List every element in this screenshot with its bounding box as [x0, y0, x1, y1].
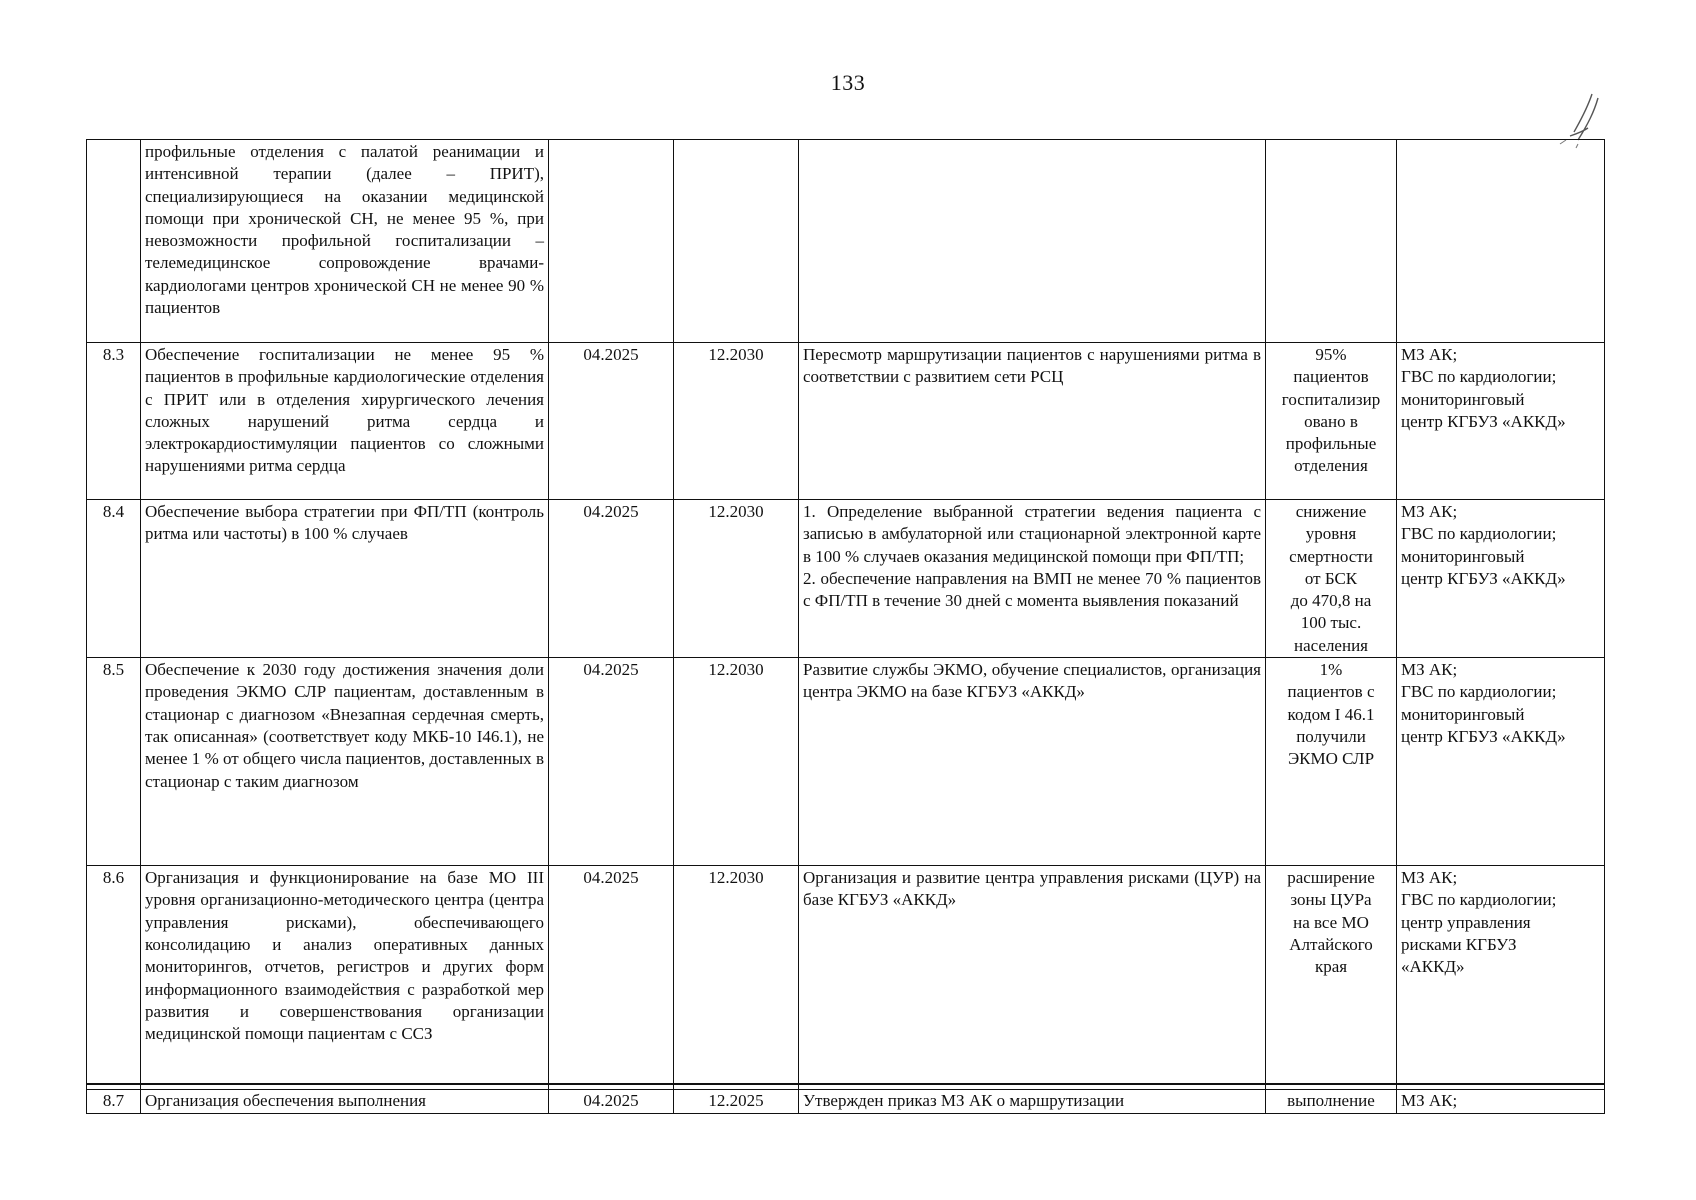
table-row: [87, 1090, 1605, 1114]
plan-table-container: [86, 139, 1604, 1111]
indicator-cell: 1% пациентов с кодом I 46.1 получили ЭКМО СЛР: [1266, 658, 1397, 866]
measures-cell: Пересмотр маршрутизации пациентов с нарушениями ритма в соответствии с развитием сети РСЦ: [799, 343, 1266, 500]
plan-table: [86, 139, 1605, 1114]
row-number: 8.4: [87, 500, 141, 658]
task-cell: Обеспечение к 2030 году достижения значения доли проведения ЭКМО СЛР пациентам, доставленным в стационар с диагнозом «Внезапная сердечная смерть, так описанная» (соответствует коду МКБ-10 I46.1), не менее 1 % от общего числа пациентов, доставленных в стационар с таким диагнозом: [141, 658, 549, 866]
task-cell: Обеспечение выбора стратегии при ФП/ТП (контроль ритма или частоты) в 100 % случаев: [141, 500, 549, 658]
end-date-cell: 12.2030: [674, 866, 799, 1090]
indicator-cell: выполнение: [1266, 1090, 1397, 1114]
end-date-cell: [674, 140, 799, 343]
measures-cell: Развитие службы ЭКМО, обучение специалистов, организация центра ЭКМО на базе КГБУЗ «АККД»: [799, 658, 1266, 866]
row-number: [87, 140, 141, 343]
row-number: 8.6: [87, 866, 141, 1090]
task-cell: Организация обеспечения выполнения: [141, 1090, 549, 1114]
start-date-cell: [549, 140, 674, 343]
indicator-cell: 95% пациентов госпитализир овано в профильные отделения: [1266, 343, 1397, 500]
end-date-cell: 12.2030: [674, 500, 799, 658]
responsible-cell: МЗ АК; ГВС по кардиологии; мониторинговый центр КГБУЗ «АККД»: [1397, 500, 1605, 658]
responsible-cell: [1397, 140, 1605, 343]
row-number: 8.7: [87, 1090, 141, 1114]
responsible-cell: МЗ АК;: [1397, 1090, 1605, 1114]
page-number: 133: [830, 70, 866, 95]
responsible-cell: МЗ АК; ГВС по кардиологии; мониторинговый центр КГБУЗ «АККД»: [1397, 343, 1605, 500]
measures-cell: [799, 140, 1266, 343]
measures-cell: Организация и развитие центра управления рисками (ЦУР) на базе КГБУЗ «АККД»: [799, 866, 1266, 1090]
measures-cell: 1. Определение выбранной стратегии ведения пациента с записью в амбулаторной или стационарной электронной карте в 100 % случаев оказания медицинской помощи при ФП/ТП; 2. обеспечение направления на ВМП не менее 70 % пациентов с ФП/ТП в течение 30 дней с момента выявления показаний: [799, 500, 1266, 658]
table-row: [87, 343, 1605, 500]
task-cell: профильные отделения с палатой реанимации и интенсивной терапии (далее – ПРИТ), специализирующиеся на оказании медицинской помощи при хронической СН, не менее 95 %, при невозможности профильной госпитализации – телемедицинское сопровождение врачами-кардиологами центров хронической СН не менее 90 % пациентов: [141, 140, 549, 343]
row-number: 8.5: [87, 658, 141, 866]
start-date-cell: 04.2025: [549, 1090, 674, 1114]
measures-cell: Утвержден приказ МЗ АК о маршрутизации: [799, 1090, 1266, 1114]
row-number: 8.3: [87, 343, 141, 500]
indicator-cell: [1266, 140, 1397, 343]
start-date-cell: 04.2025: [549, 866, 674, 1090]
table-row: [87, 866, 1605, 1090]
end-date-cell: 12.2025: [674, 1090, 799, 1114]
responsible-cell: МЗ АК; ГВС по кардиологии; центр управления рисками КГБУЗ «АККД»: [1397, 866, 1605, 1090]
end-date-cell: 12.2030: [674, 343, 799, 500]
table-row: [87, 500, 1605, 658]
table-row: [87, 140, 1605, 343]
end-date-cell: 12.2030: [674, 658, 799, 866]
responsible-cell: МЗ АК; ГВС по кардиологии; мониторинговый центр КГБУЗ «АККД»: [1397, 658, 1605, 866]
task-cell: Обеспечение госпитализации не менее 95 % пациентов в профильные кардиологические отделения с ПРИТ или в отделения хирургического лечения сложных нарушений ритма сердца и электрокардиостимуляции пациентов со сложными нарушениями ритма сердца: [141, 343, 549, 500]
task-cell: Организация и функционирование на базе МО III уровня организационно-методического центра (центра управления рисками), обеспечивающего консолидацию и анализ оперативных данных мониторингов, отчетов, регистров и других форм информационного взаимодействия с разработкой мер развития и совершенствования организации медицинской помощи пациентам с ССЗ: [141, 866, 549, 1090]
indicator-cell: расширение зоны ЦУРа на все МО Алтайского края: [1266, 866, 1397, 1090]
start-date-cell: 04.2025: [549, 658, 674, 866]
table-row: [87, 658, 1605, 866]
indicator-cell: снижение уровня смертности от БСК до 470,8 на 100 тыс. населения: [1266, 500, 1397, 658]
start-date-cell: 04.2025: [549, 343, 674, 500]
start-date-cell: 04.2025: [549, 500, 674, 658]
